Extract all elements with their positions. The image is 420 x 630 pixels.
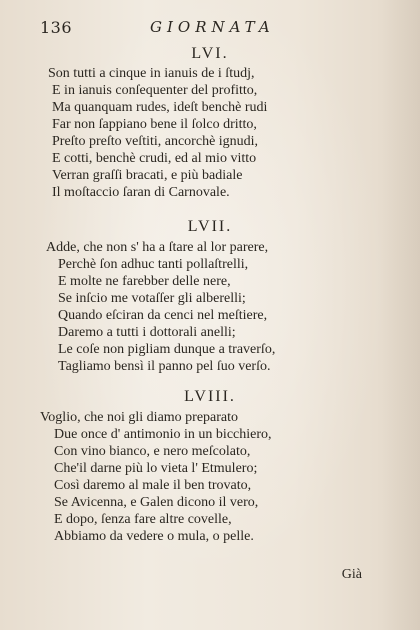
verse-line: Se Avicenna, e Galen dicono il vero,: [54, 495, 259, 510]
verse-line: Ma quanquam rudes, ideſt benchè rudi: [52, 100, 268, 115]
catchword: Già: [341, 567, 362, 582]
verse-line: Voglio, che noi gli diamo preparato: [40, 410, 239, 425]
running-title: GIORNATA: [150, 18, 275, 36]
page-header: [40, 18, 380, 38]
verse-line: E molte ne farebber delle nere,: [58, 274, 231, 289]
verse-line: Son tutti a cinque in ianuis de i ſtudj,: [48, 66, 255, 81]
verse-line: Verran graſſi bracati, e più badiale: [52, 168, 243, 183]
verse-line: Adde, che non s' ha a ſtare al lor parere,: [46, 240, 269, 255]
verse-line: Quando eſciran da cenci nel meſtiere,: [58, 308, 268, 323]
page-number: 136: [40, 18, 73, 37]
verse-line: Il moſtaccio ſaran di Carnovale.: [52, 185, 230, 200]
verse-line: Le coſe non pigliam dunque a traverſo,: [58, 342, 276, 357]
verse-line: Che'il darne più lo vieta l' Etmulero;: [54, 461, 258, 476]
verse-line: Far non ſappiano bene il ſolco dritto,: [52, 117, 257, 132]
verse-line: Abbiamo da vedere o mula, o pelle.: [54, 529, 254, 544]
verse-line: Perchè ſon adhuc tanti pollaſtrelli,: [58, 257, 249, 272]
verse-line: E dopo, ſenza fare altre covelle,: [54, 512, 232, 527]
verse-line: Con vino bianco, e nero meſcolato,: [54, 444, 251, 459]
verse-line: E cotti, benchè crudi, ed al mio vitto: [52, 151, 257, 166]
verse-line: Daremo a tutti i dottorali anelli;: [58, 325, 236, 340]
page-edge-shadow: [380, 0, 420, 630]
stanza-heading: LVIII.: [184, 388, 236, 405]
verse-line: Se inſcio me votaſſer gli alberelli;: [58, 291, 246, 306]
verse-line: Preſto preſto veſtiti, ancorchè ignudi,: [52, 134, 259, 149]
verse-line: E in ianuis conſequenter del profitto,: [52, 83, 258, 98]
stanza-heading: LVII.: [187, 218, 233, 235]
verse-line: Tagliamo bensì il panno pel ſuo verſo.: [58, 359, 271, 374]
verse-line: Due once d' antimonio in un bicchiero,: [54, 427, 272, 442]
stanza-heading: LVI.: [191, 45, 229, 62]
verse-line: Così daremo al male il ben trovato,: [54, 478, 252, 493]
